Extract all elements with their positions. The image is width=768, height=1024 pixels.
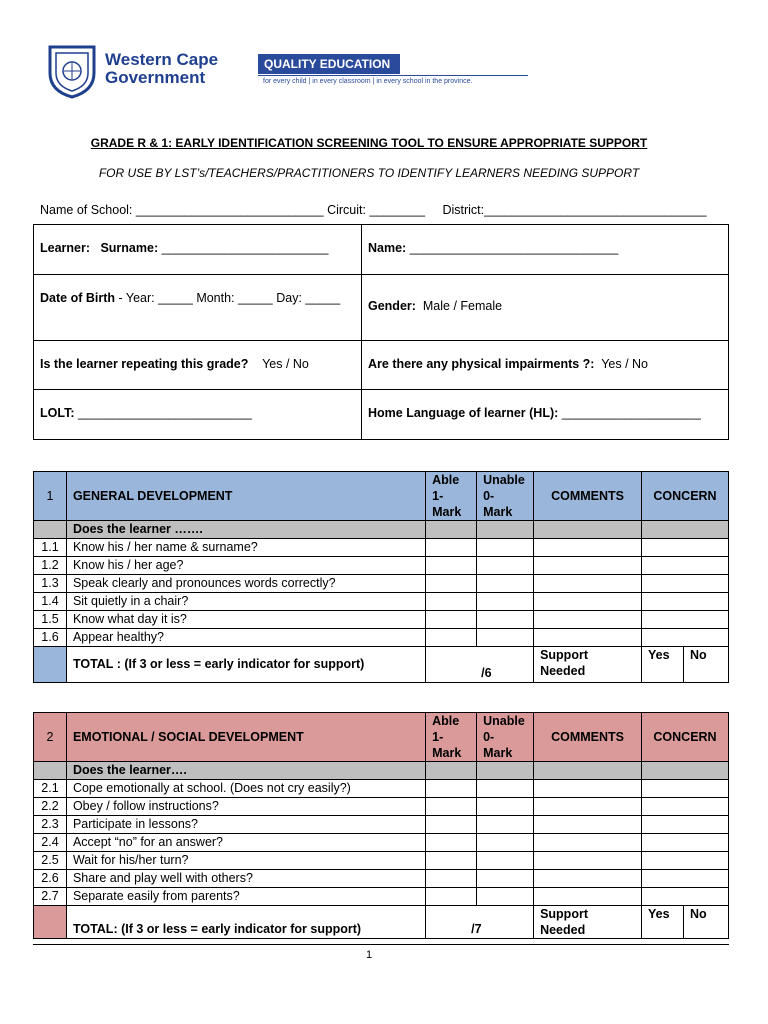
org-name-line2: Government [105, 68, 206, 87]
comments-header: COMMENTS [534, 472, 642, 521]
item-text: Separate easily from parents? [66, 888, 425, 906]
comments-cell[interactable] [534, 611, 642, 629]
table-row [34, 852, 729, 870]
footer-divider [33, 944, 729, 945]
concern-cell[interactable] [642, 834, 729, 852]
able-cell[interactable] [426, 780, 477, 798]
unable-cell[interactable] [477, 557, 534, 575]
able-cell[interactable] [426, 798, 477, 816]
unable-header: Unable 0- Mark [477, 713, 534, 762]
comments-header: COMMENTS [534, 713, 642, 762]
comments-cell[interactable] [534, 816, 642, 834]
item-number: 1.4 [34, 593, 67, 611]
district-field[interactable]: ________________________________ [484, 203, 707, 217]
home-language-label: Home Language of learner (HL): [368, 406, 559, 420]
gender-cell [362, 275, 729, 341]
able-cell[interactable] [426, 888, 477, 906]
table-row [34, 557, 729, 575]
dob-cell [34, 275, 362, 341]
item-number: 2.5 [34, 852, 67, 870]
item-text: Share and play well with others? [66, 870, 425, 888]
concern-cell[interactable] [642, 557, 729, 575]
section-2-table [33, 712, 729, 939]
surname-label: Surname: [100, 241, 159, 255]
unable-cell[interactable] [477, 888, 534, 906]
able-cell[interactable] [426, 575, 477, 593]
org-name-line1: Western Cape [105, 50, 219, 69]
document-title: GRADE R & 1: EARLY IDENTIFICATION SCREENING TOOL TO ENSURE APPROPRIATE SUPPORT [90, 136, 648, 150]
unable-cell[interactable] [477, 593, 534, 611]
support-no[interactable]: No [683, 906, 728, 939]
table-row [34, 888, 729, 906]
comments-cell[interactable] [534, 539, 642, 557]
unable-cell[interactable] [477, 870, 534, 888]
total-row [34, 647, 729, 683]
item-number: 2.1 [34, 780, 67, 798]
unable-cell[interactable] [477, 575, 534, 593]
item-number: 1.6 [34, 629, 67, 647]
comments-cell[interactable] [534, 593, 642, 611]
item-text: Know what day it is? [66, 611, 425, 629]
comments-cell[interactable] [534, 629, 642, 647]
coat-of-arms-icon [44, 43, 100, 99]
unable-cell[interactable] [477, 834, 534, 852]
learner-name-cell [362, 225, 729, 275]
able-cell[interactable] [426, 870, 477, 888]
item-text: Appear healthy? [66, 629, 425, 647]
repeat-label: Is the learner repeating this grade? [40, 357, 249, 371]
section-number: 2 [34, 713, 67, 762]
org-name [105, 51, 218, 87]
able-cell[interactable] [426, 629, 477, 647]
total-value[interactable]: /6 [426, 647, 534, 683]
item-text: Sit quietly in a chair? [66, 593, 425, 611]
able-cell[interactable] [426, 593, 477, 611]
item-text: Accept “no” for an answer? [66, 834, 425, 852]
learner-surname-cell [34, 225, 362, 275]
concern-cell[interactable] [642, 780, 729, 798]
unable-cell[interactable] [477, 780, 534, 798]
table-row [34, 539, 729, 557]
total-label: TOTAL: (If 3 or less = early indicator for support) [66, 906, 425, 939]
comments-cell[interactable] [534, 575, 642, 593]
concern-header: CONCERN [642, 713, 729, 762]
lolt-cell [34, 390, 362, 440]
section-prompt: Does the learner ……. [66, 521, 425, 539]
quality-education-logo: QUALITY EDUCATION [258, 54, 400, 74]
concern-cell[interactable] [642, 870, 729, 888]
learner-details-table [33, 224, 729, 440]
unable-cell[interactable] [477, 798, 534, 816]
comments-cell[interactable] [534, 888, 642, 906]
table-row [34, 629, 729, 647]
item-text: Speak clearly and pronounces words correctly? [66, 575, 425, 593]
unable-header: Unable 0- Mark [477, 472, 534, 521]
repeat-value[interactable]: Yes / No [262, 357, 309, 371]
unable-cell[interactable] [477, 539, 534, 557]
concern-cell[interactable] [642, 852, 729, 870]
table-row [34, 834, 729, 852]
unable-cell[interactable] [477, 852, 534, 870]
item-text: Participate in lessons? [66, 816, 425, 834]
dob-fields[interactable]: - Year: _____ Month: _____ Day: _____ [115, 291, 341, 305]
able-header: Able 1- Mark [426, 713, 477, 762]
support-yes[interactable]: Yes [642, 906, 684, 939]
document-subtitle: FOR USE BY LST’s/TEACHERS/PRACTITIONERS TO IDENTIFY LEARNERS NEEDING SUPPORT [98, 166, 640, 180]
concern-cell[interactable] [642, 611, 729, 629]
comments-cell[interactable] [534, 870, 642, 888]
item-number: 1.2 [34, 557, 67, 575]
concern-cell[interactable] [642, 539, 729, 557]
total-label: TOTAL : (If 3 or less = early indicator for support) [66, 647, 425, 683]
item-number: 2.3 [34, 816, 67, 834]
district-label: District: [442, 203, 485, 217]
concern-cell[interactable] [642, 593, 729, 611]
able-cell[interactable] [426, 834, 477, 852]
item-number: 2.2 [34, 798, 67, 816]
support-no[interactable]: No [683, 647, 728, 683]
concern-cell[interactable] [642, 888, 729, 906]
item-number: 1.1 [34, 539, 67, 557]
item-text: Obey / follow instructions? [66, 798, 425, 816]
section-1-table [33, 471, 729, 683]
learner-label: Learner: [40, 241, 91, 255]
section-number: 1 [34, 472, 67, 521]
item-number: 2.7 [34, 888, 67, 906]
comments-cell[interactable] [534, 798, 642, 816]
item-text: Know his / her name & surname? [66, 539, 425, 557]
home-language-cell [362, 390, 729, 440]
able-cell[interactable] [426, 816, 477, 834]
concern-cell[interactable] [642, 575, 729, 593]
item-text: Wait for his/her turn? [66, 852, 425, 870]
unable-cell[interactable] [477, 611, 534, 629]
table-row [34, 870, 729, 888]
able-cell[interactable] [426, 557, 477, 575]
support-needed-label: Support Needed [534, 906, 642, 939]
repeat-cell [34, 341, 362, 390]
section-title: GENERAL DEVELOPMENT [66, 472, 425, 521]
support-needed-label: Support Needed [534, 647, 642, 683]
circuit-field[interactable]: ________ [365, 203, 429, 217]
unable-cell[interactable] [477, 816, 534, 834]
item-number: 1.3 [34, 575, 67, 593]
item-text: Know his / her age? [66, 557, 425, 575]
concern-header: CONCERN [642, 472, 729, 521]
total-row [34, 906, 729, 939]
unable-cell[interactable] [477, 629, 534, 647]
table-row [34, 593, 729, 611]
school-details-line [40, 203, 707, 217]
logo-divider [258, 75, 528, 76]
dob-label: Date of Birth [40, 291, 115, 305]
table-row [34, 575, 729, 593]
home-language-field[interactable]: ____________________ [558, 406, 701, 420]
impairment-value[interactable]: Yes / No [601, 357, 648, 371]
item-number: 2.6 [34, 870, 67, 888]
able-cell[interactable] [426, 539, 477, 557]
comments-cell[interactable] [534, 834, 642, 852]
table-row [34, 816, 729, 834]
total-value[interactable]: /7 [426, 906, 534, 939]
able-header: Able 1- Mark [426, 472, 477, 521]
quality-tagline: for every child | in every classroom | in every school in the province. [263, 78, 473, 85]
impairment-label: Are there any physical impairments ?: [368, 357, 595, 371]
comments-cell[interactable] [534, 780, 642, 798]
table-row [34, 611, 729, 629]
name-label: Name: [368, 241, 407, 255]
comments-cell[interactable] [534, 852, 642, 870]
impairment-cell [362, 341, 729, 390]
support-yes[interactable]: Yes [642, 647, 684, 683]
lolt-label: LOLT: [40, 406, 75, 420]
lolt-field[interactable]: _________________________ [74, 406, 252, 420]
concern-cell[interactable] [642, 816, 729, 834]
concern-cell[interactable] [642, 798, 729, 816]
surname-field[interactable]: ________________________ [158, 241, 329, 255]
item-number: 1.5 [34, 611, 67, 629]
able-cell[interactable] [426, 611, 477, 629]
gender-value[interactable]: Male / Female [422, 299, 503, 313]
school-field[interactable]: ___________________________ [132, 203, 328, 217]
section-prompt: Does the learner…. [66, 762, 425, 780]
gender-label: Gender: [368, 299, 416, 313]
school-label: Name of School: [40, 203, 133, 217]
circuit-label: Circuit: [327, 203, 366, 217]
able-cell[interactable] [426, 852, 477, 870]
table-row [34, 780, 729, 798]
item-text: Cope emotionally at school. (Does not cry easily?) [66, 780, 425, 798]
concern-cell[interactable] [642, 629, 729, 647]
page-number: 1 [365, 949, 373, 961]
table-row [34, 798, 729, 816]
comments-cell[interactable] [534, 557, 642, 575]
section-title: EMOTIONAL / SOCIAL DEVELOPMENT [66, 713, 425, 762]
name-field[interactable]: ______________________________ [406, 241, 619, 255]
item-number: 2.4 [34, 834, 67, 852]
